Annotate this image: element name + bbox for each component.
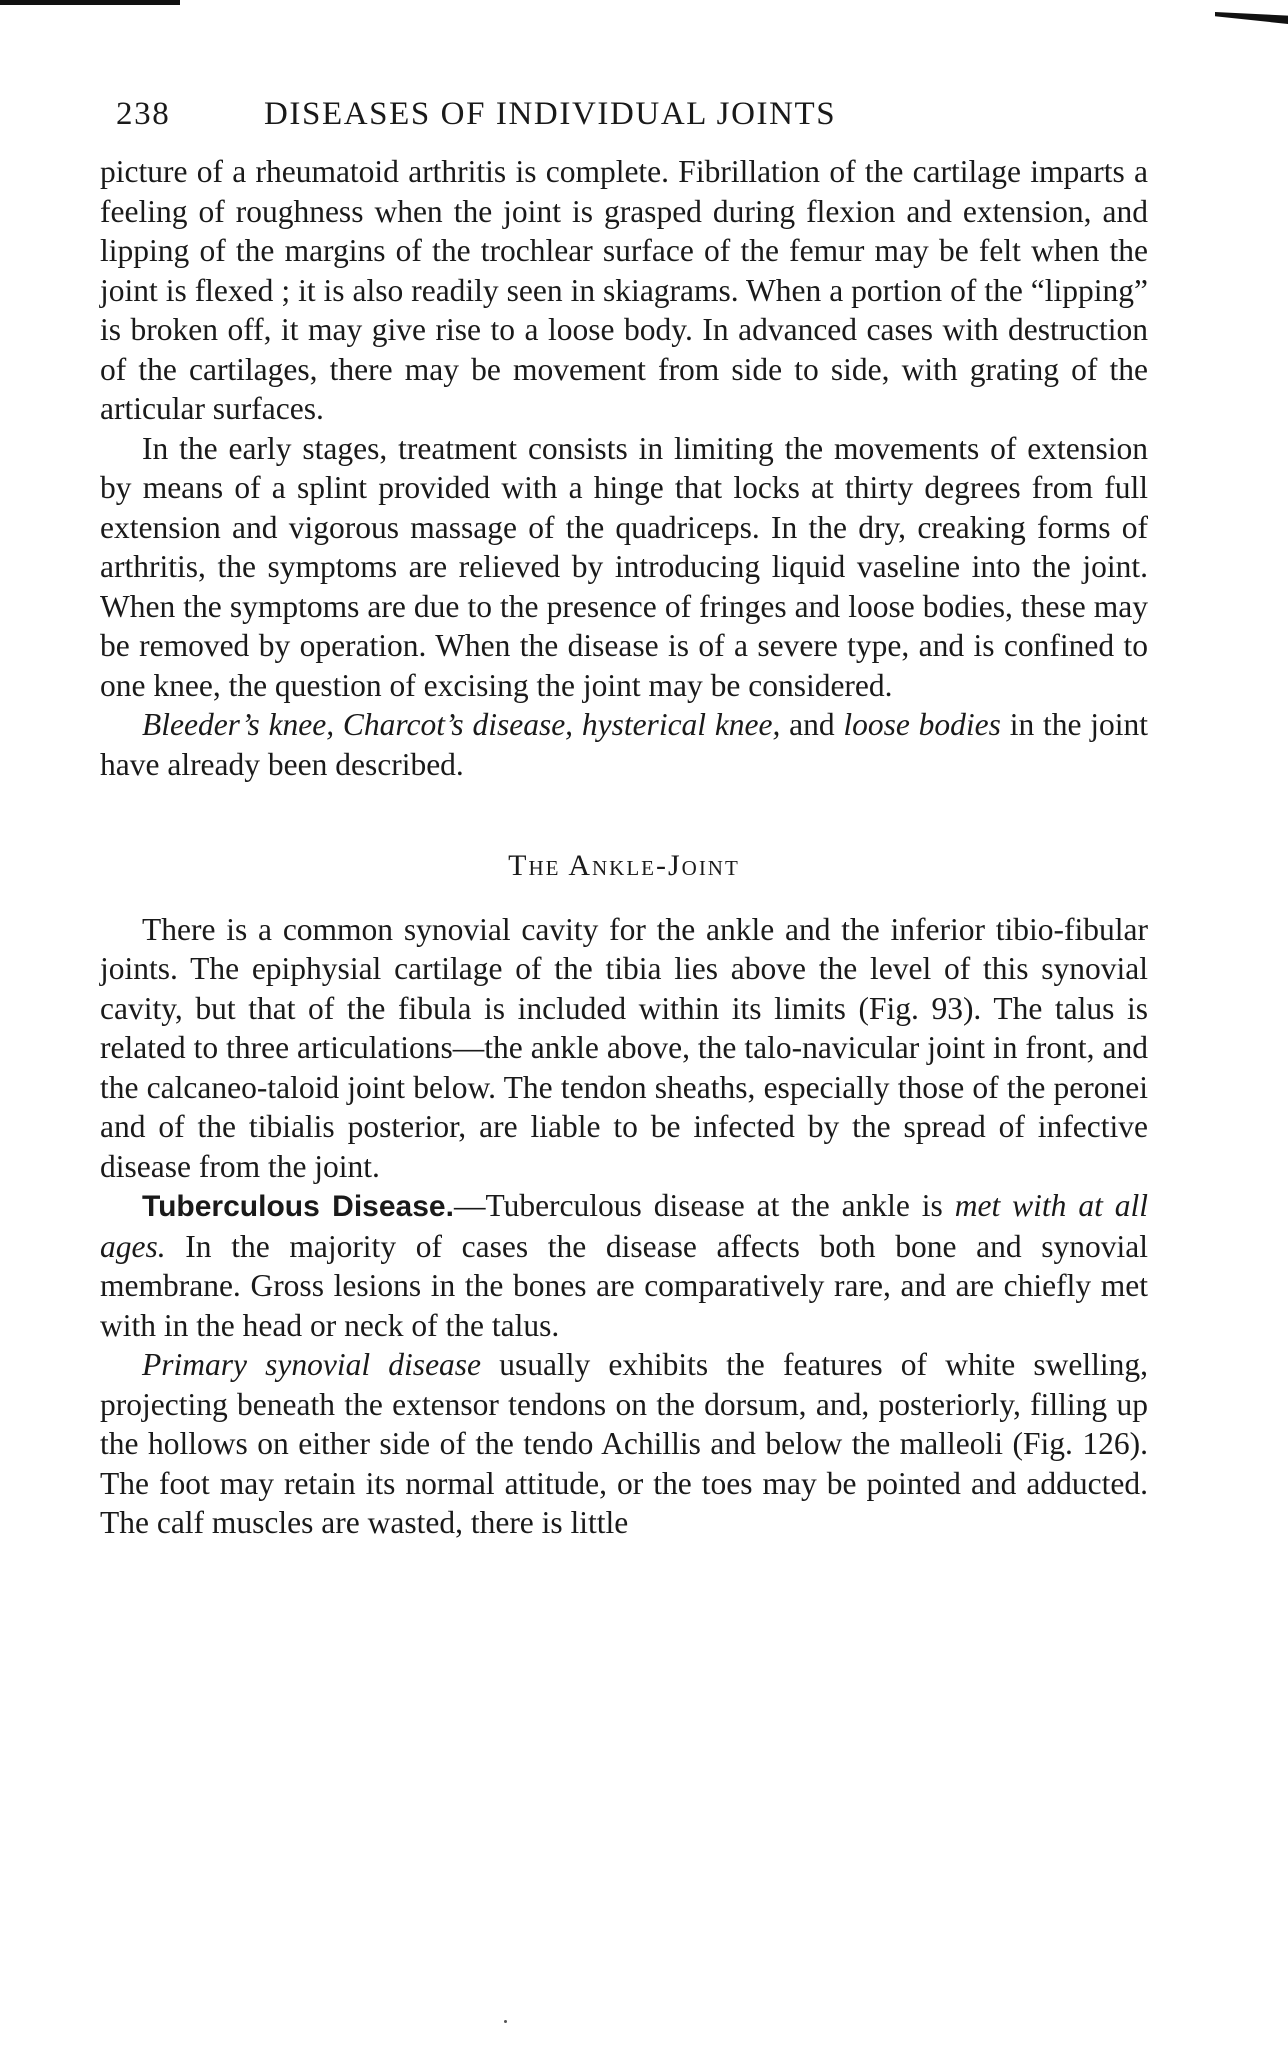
book-page <box>100 96 1148 1543</box>
running-title: DISEASES OF INDIVIDUAL JOINTS <box>264 96 837 132</box>
paragraph-text: —Tuberculous disease at the ankle is <box>453 1188 955 1223</box>
paragraph <box>100 1186 1148 1345</box>
paragraph-text: in the joint have already been described. <box>100 707 1148 782</box>
body-text <box>100 152 1148 1543</box>
paragraph-text: and <box>780 707 844 742</box>
scan-speck <box>504 2020 507 2023</box>
page-number: 238 <box>116 96 171 132</box>
paragraph <box>100 705 1148 784</box>
italic-phrase: Bleeder’s knee, Charcot’s disease, hysterical knee, <box>142 707 781 742</box>
section-heading: The Ankle-Joint <box>508 849 740 882</box>
italic-phrase: met with at all ages. <box>100 1188 1149 1264</box>
italic-phrase: loose bodies <box>843 707 1001 742</box>
paragraph: picture of a rheumatoid arthritis is complete. Fibrillation of the cartilage imparts a feeling of roughness when the joint is grasped during flexion and extension, and lipping of the margins of the trochlear surface of the femur may be felt when the joint is flexed ; it is also readily seen in skiagrams. When a portion of the “lipping” is broken off, it may give rise to a loose body. In advanced cases with destruction of the cartilages, there may be movement from side to side, with grating of the articular surfaces. <box>100 154 1148 426</box>
scan-edge-mark <box>0 0 180 5</box>
paragraph-text: In the majority of cases the disease affects both bone and synovial membrane. Gross lesions in the bones are comparatively rare, and are chiefly met with in the head or neck of the talus. <box>100 1228 1148 1343</box>
run-in-heading: Tuberculous Disease. <box>142 1190 454 1223</box>
scan-edge-mark <box>1215 12 1288 24</box>
paragraph-text: usually exhibits the features of white swelling, projecting beneath the extensor tendons on the dorsum, and, posteriorly, filling up the hollows on either side of the tendo Achillis and below the malleoli (Fig. 126). The foot may retain its normal attitude, or the toes may be pointed and adducted. The calf muscles are wasted, there is little <box>100 1347 1148 1540</box>
paragraph: There is a common synovial cavity for the ankle and the inferior tibio-fibular joints. The epiphysial cartilage of the tibia lies above the level of this synovial cavity, but that of the fibula is included within its limits (Fig. 93). The talus is related to three articulations—the ankle above, the talo-navicular joint in front, and the calcaneo-taloid joint below. The tendon sheaths, especially those of the peronei and of the tibialis posterior, are liable to be infected by the spread of infective disease from the joint. <box>100 911 1148 1184</box>
italic-phrase: Primary synovial disease <box>142 1347 482 1382</box>
paragraph: In the early stages, treatment consists in limiting the movements of extension by means of a splint provided with a hinge that locks at thirty degrees from full extension and vigorous massage of the quadriceps. In the dry, creaking forms of arthritis, the symptoms are relieved by introducing liquid vaseline into the joint. When the symptoms are due to the presence of fringes and loose bodies, these may be removed by operation. When the disease is of a severe type, and is confined to one knee, the question of excising the joint may be considered. <box>100 430 1148 703</box>
running-header <box>116 96 1148 152</box>
paragraph <box>100 1345 1148 1543</box>
